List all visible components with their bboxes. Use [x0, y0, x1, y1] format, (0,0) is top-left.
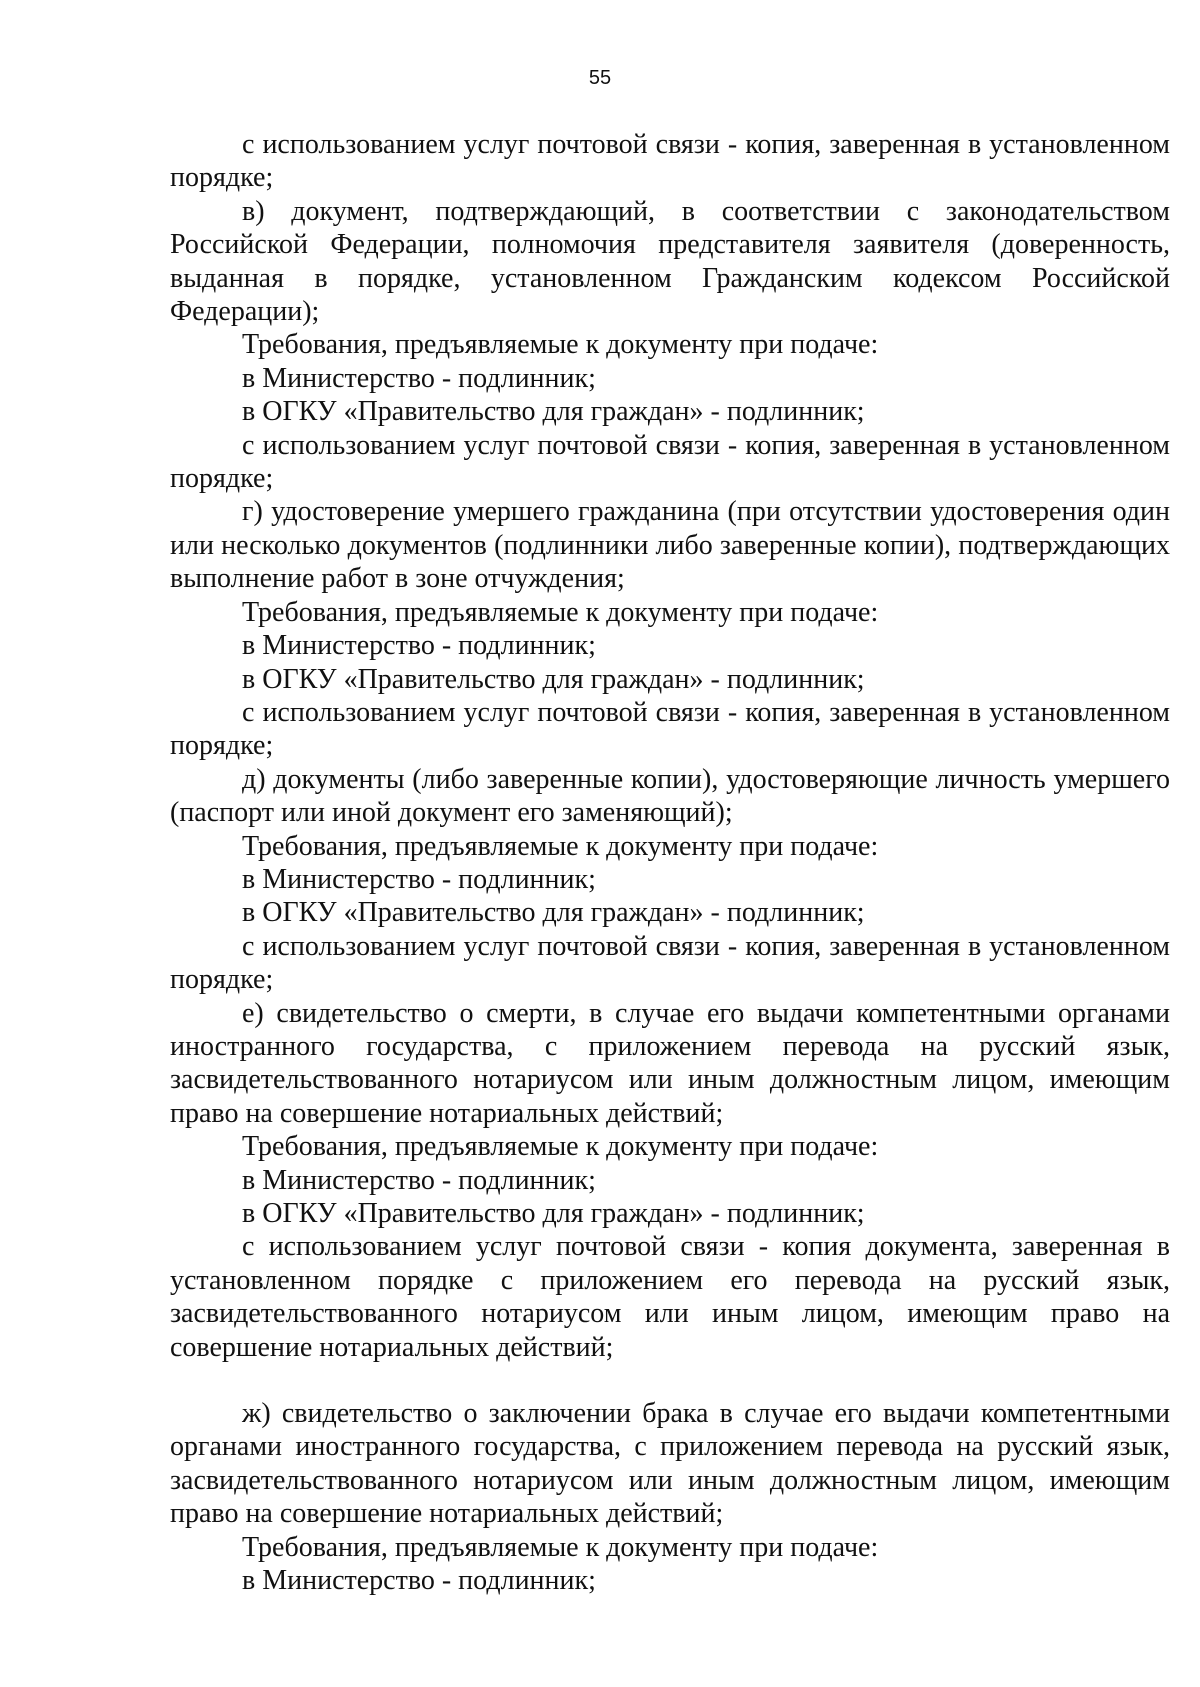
- paragraph-24: в Министерство - подлинник;: [242, 1565, 596, 1597]
- paragraph-1: с использованием услуг почтовой связи - копия, заверенная в установленном порядке;: [170, 129, 1170, 194]
- paragraph-18: Требования, предъявляемые к документу при подаче:: [242, 1131, 879, 1163]
- paragraph-23: Требования, предъявляемые к документу при подаче:: [242, 1531, 879, 1563]
- paragraph-8: Требования, предъявляемые к документу при подаче:: [242, 596, 879, 628]
- paragraph-17: е) свидетельство о смерти, в случае его выдачи компетентными органами иностранного государства, с приложением перевода на русский язык, засвидетельствованного нотариусом или иным должностным лицом, имеющим право на совершение нотариальных действий;: [170, 997, 1170, 1129]
- paragraph-3: Требования, предъявляемые к документу при подаче:: [242, 329, 879, 361]
- paragraph-5: в ОГКУ «Правительство для граждан» - подлинник;: [242, 396, 865, 428]
- paragraph-4: в Министерство - подлинник;: [242, 362, 596, 394]
- paragraph-10: в ОГКУ «Правительство для граждан» - подлинник;: [242, 663, 865, 695]
- paragraph-13: Требования, предъявляемые к документу при подаче:: [242, 830, 879, 862]
- paragraph-6: с использованием услуг почтовой связи - копия, заверенная в установленном порядке;: [170, 429, 1170, 495]
- paragraph-15: в ОГКУ «Правительство для граждан» - подлинник;: [242, 897, 865, 929]
- page-number: 55: [588, 67, 612, 89]
- paragraph-11: с использованием услуг почтовой связи - копия, заверенная в установленном порядке;: [170, 696, 1170, 762]
- paragraph-14: в Министерство - подлинник;: [242, 863, 596, 895]
- paragraph-22: ж) свидетельство о заключении брака в случае его выдачи компетентными органами иностранного государства, с приложением перевода на русский язык, засвидетельствованного нотариусом или иным должностным лицом, имеющим право на совершение нотариальных действий;: [170, 1398, 1170, 1530]
- paragraph-21: с использованием услуг почтовой связи - копия документа, заверенная в установленном порядке с приложением его перевода на русский язык, засвидетельствованного нотариусом или иным лицом, имеющим право на совершение нотариальных действий;: [170, 1231, 1170, 1363]
- document-body: [170, 128, 1170, 1597]
- paragraph-20: в ОГКУ «Правительство для граждан» - подлинник;: [242, 1198, 865, 1229]
- paragraph-7: г) удостоверение умершего гражданина (при отсутствии удостоверения один или несколько документов (подлинники либо заверенные копии), подтверждающих выполнение работ в зоне отчуждения;: [170, 496, 1170, 595]
- paragraph-12: д) документы (либо заверенные копии), удостоверяющие личность умершего (паспорт или иной документ его заменяющий);: [170, 763, 1170, 829]
- paragraph-19: в Министерство - подлинник;: [242, 1164, 596, 1196]
- paragraph-2: в) документ, подтверждающий, в соответствии с законодательством Российской Федерации, полномочия представителя заявителя (доверенность, выданная в порядке, установленном Гражданским кодексом Российской Федерации);: [170, 195, 1170, 328]
- paragraph-9: в Министерство - подлинник;: [242, 630, 596, 662]
- paragraph-16: с использованием услуг почтовой связи - копия, заверенная в установленном порядке;: [170, 930, 1170, 996]
